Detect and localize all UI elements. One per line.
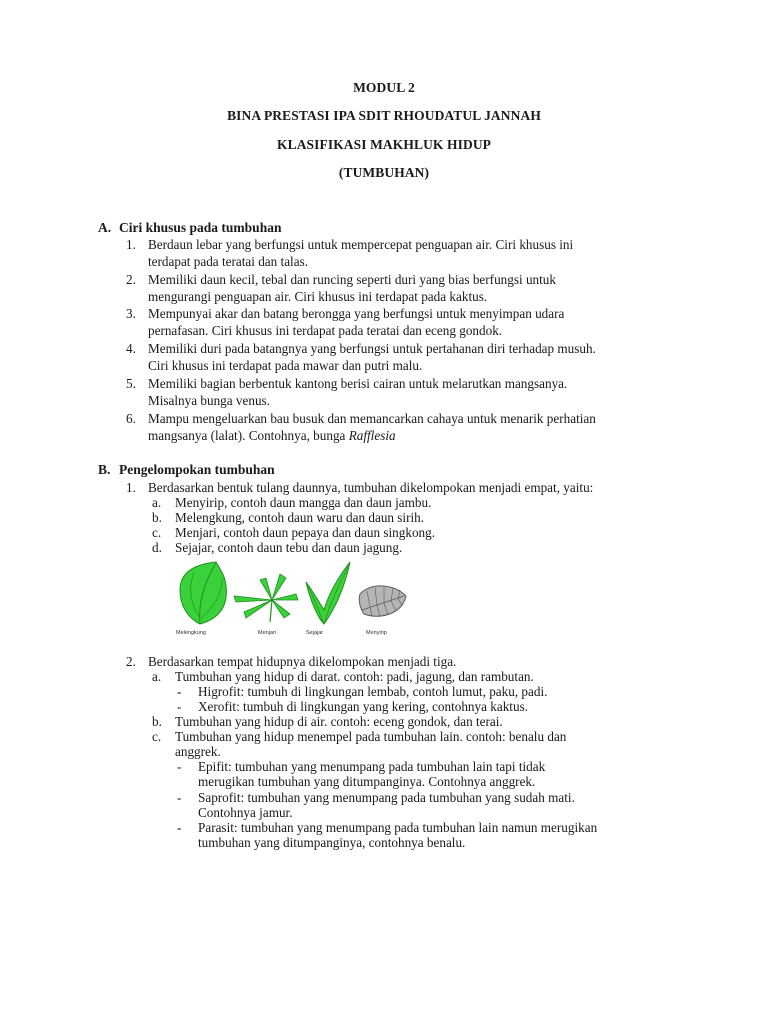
sub-item-text: Melengkung, contoh daun waru dan daun sirih. <box>175 510 425 525</box>
subtopic-title: (TUMBUHAN) <box>338 165 430 180</box>
bullet-dash: - <box>177 699 182 714</box>
list-number: 4. <box>126 341 136 356</box>
list-item-text <box>148 428 396 444</box>
menjari-leaf-icon <box>234 574 298 622</box>
bullet-dash: - <box>177 790 182 805</box>
list-number: 3. <box>126 306 136 321</box>
rafflesia-italic: Rafflesia <box>348 428 396 443</box>
caption-menyirip: Menyirip <box>366 630 387 636</box>
bullet-dash: - <box>177 820 182 835</box>
bullet-text: Xerofit: tumbuh di lingkungan yang kering, contohnya kaktus. <box>198 699 528 714</box>
list-item-text: mengurangi penguapan air. Ciri khusus ini terdapat pada kaktus. <box>148 289 488 304</box>
section-b-letter: B. <box>98 462 111 477</box>
sub-label: c. <box>152 525 162 540</box>
list-item-text: Misalnya bunga venus. <box>148 393 270 408</box>
section-b-title: Pengelompokan tumbuhan <box>119 462 275 477</box>
bullet-text: Saprofit: tumbuhan yang menumpang pada tumbuhan yang sudah mati. <box>198 790 575 805</box>
caption-melengkung: Melengkung <box>176 630 206 636</box>
section-b-heading <box>98 462 275 478</box>
section-a-letter: A. <box>98 220 112 235</box>
sub-label: c. <box>152 729 162 744</box>
section-a-heading <box>98 220 281 236</box>
bullet-text: Epifit: tumbuhan yang menumpang pada tumbuhan lain tapi tidak <box>198 759 546 774</box>
bullet-text: tumbuhan yang ditumpanginya, contohnya benalu. <box>198 835 466 850</box>
menyirip-leaf-icon <box>359 586 406 617</box>
list-item-text: Berdaun lebar yang berfungsi untuk mempercepat penguapan air. Ciri khusus ini <box>148 237 574 252</box>
bullet-text: Higrofit: tumbuh di lingkungan lembab, contoh lumut, paku, padi. <box>198 684 548 699</box>
list-number: 5. <box>126 376 136 391</box>
sub-item-text: anggrek. <box>175 744 221 759</box>
leaf-illustrations <box>170 558 410 640</box>
sub-label: b. <box>152 510 162 525</box>
module-title: MODUL 2 <box>353 80 415 95</box>
program-title: BINA PRESTASI IPA SDIT RHOUDATUL JANNAH <box>227 108 541 123</box>
list-item-text: terdapat pada teratai dan talas. <box>148 254 308 269</box>
list-number: 6. <box>126 411 136 426</box>
sejajar-leaf-icon <box>306 562 350 624</box>
sub-item-text: Tumbuhan yang hidup di darat. contoh: padi, jagung, dan rambutan. <box>175 669 534 684</box>
sub-item-text: Tumbuhan yang hidup menempel pada tumbuhan lain. contoh: benalu dan <box>175 729 567 744</box>
sub-label: b. <box>152 714 162 729</box>
list-item-text: Memiliki bagian berbentuk kantong berisi cairan untuk melarutkan mangsanya. <box>148 376 568 391</box>
list-item-text: Memiliki daun kecil, tebal dan runcing seperti duri yang bias berfungsi untuk <box>148 272 556 287</box>
sub-item-text: Menyirip, contoh daun mangga dan daun jambu. <box>175 495 432 510</box>
leaf-venation-figure <box>170 558 410 640</box>
sub-label: d. <box>152 540 162 555</box>
list-item-text: pernafasan. Ciri khusus ini terdapat pada teratai dan eceng gondok. <box>148 323 503 338</box>
list-number: 1. <box>126 237 136 252</box>
list-item-text: Mampu mengeluarkan bau busuk dan memancarkan cahaya untuk menarik perhatian <box>148 411 596 426</box>
bullet-dash: - <box>177 684 182 699</box>
bullet-text: merugikan tumbuhan yang ditumpanginya. Contohnya anggrek. <box>198 774 536 789</box>
list-item-text: Memiliki duri pada batangnya yang berfungsi untuk pertahanan diri terhadap musuh. <box>148 341 596 356</box>
list-number: 2. <box>126 654 136 669</box>
sub-item-text: Tumbuhan yang hidup di air. contoh: eceng gondok, dan terai. <box>175 714 503 729</box>
caption-sejajar: Sejajar <box>306 630 324 636</box>
section-a-title: Ciri khusus pada tumbuhan <box>119 220 282 235</box>
list-item-text: Mempunyai akar dan batang berongga yang berfungsi untuk menyimpan udara <box>148 306 565 321</box>
bullet-text: Parasit: tumbuhan yang menumpang pada tumbuhan lain namun merugikan <box>198 820 598 835</box>
sub-item-text: Sejajar, contoh daun tebu dan daun jagung. <box>175 540 403 555</box>
sub-label: a. <box>152 495 162 510</box>
list-item-text-part: mangsanya (lalat). Contohnya, bunga <box>148 428 349 443</box>
list-item-text: Berdasarkan tempat hidupnya dikelompokan menjadi tiga. <box>148 654 457 669</box>
sub-label: a. <box>152 669 162 684</box>
melengkung-leaf-icon <box>180 562 226 624</box>
list-number: 1. <box>126 480 136 495</box>
caption-menjari: Menjari <box>258 630 277 636</box>
sub-item-text: Menjari, contoh daun pepaya dan daun singkong. <box>175 525 436 540</box>
list-item-text: Berdasarkan bentuk tulang daunnya, tumbuhan dikelompokan menjadi empat, yaitu: <box>148 480 594 495</box>
bullet-dash: - <box>177 759 182 774</box>
bullet-text: Contohnya jamur. <box>198 805 293 820</box>
topic-title: KLASIFIKASI MAKHLUK HIDUP <box>276 137 492 152</box>
list-number: 2. <box>126 272 136 287</box>
list-item-text: Ciri khusus ini terdapat pada mawar dan putri malu. <box>148 358 423 373</box>
